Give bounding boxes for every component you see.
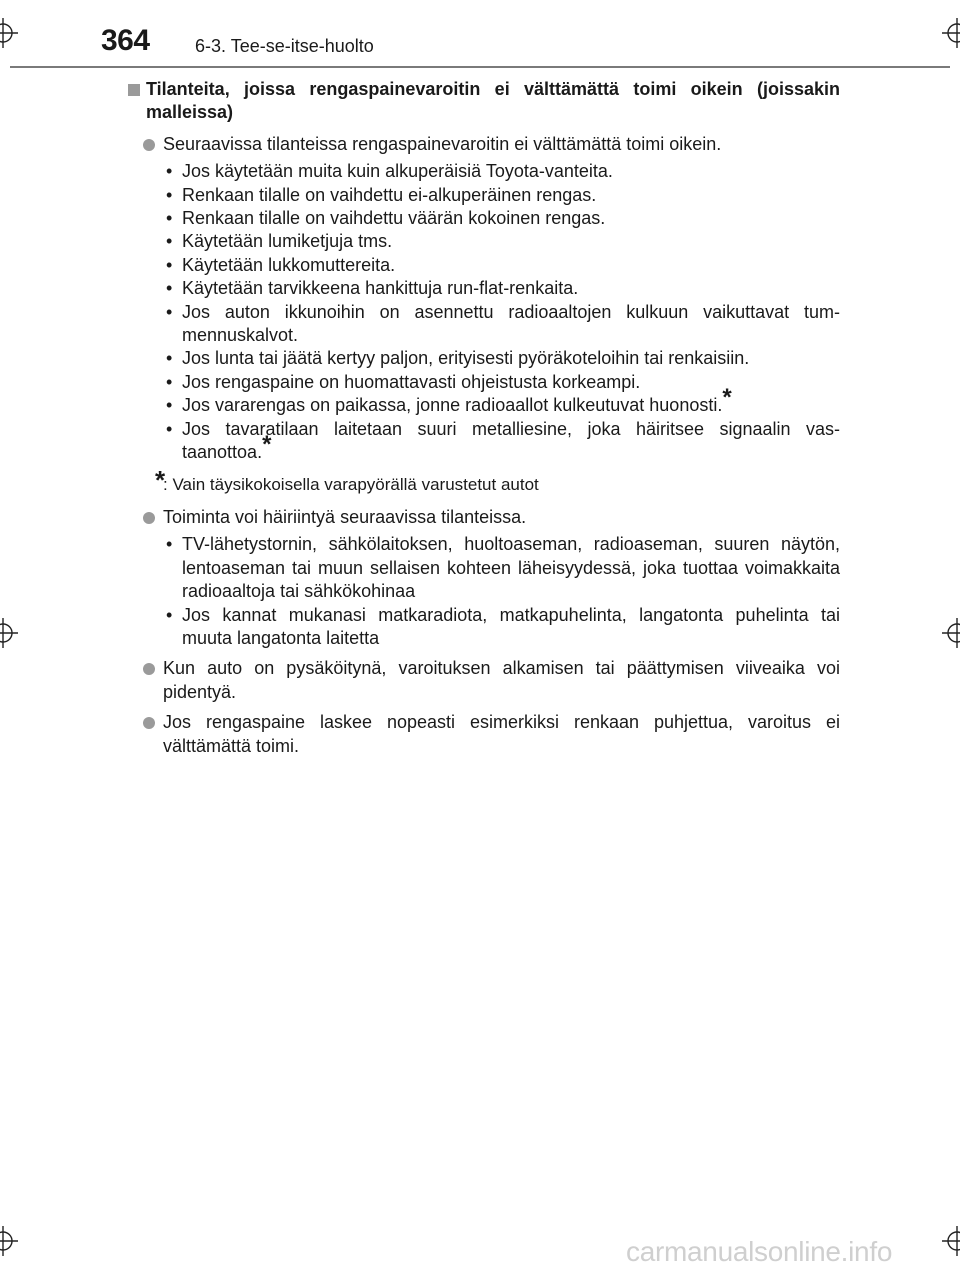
round-bullet-icon <box>143 512 155 524</box>
sub-list-item <box>163 533 840 603</box>
registration-mark-icon <box>942 618 960 648</box>
header-divider <box>10 66 950 68</box>
list-item-text: Jos rengaspaine laskee nopeasti esimerkiksi renkaan puhjettua, varoitus ei välttämättä toimi. <box>163 712 840 756</box>
sub-list-item-text: Käytetään lumiketjuja tms. <box>182 231 393 252</box>
sub-list-item <box>163 160 840 183</box>
footnote <box>155 464 840 496</box>
list-item-text: Kun auto on pysäköitynä, varoituksen alkamisen tai päättymisen viiveaika voi pidentyä. <box>163 658 840 702</box>
registration-mark-icon <box>0 18 18 48</box>
sub-list-item-text: Käytetään tarvikkeena hankittuja run-flat-renkaita. <box>182 278 579 299</box>
footnote-marker: * <box>155 464 166 495</box>
registration-mark-icon <box>942 18 960 48</box>
list-item <box>126 711 840 758</box>
round-bullet-icon <box>143 663 155 675</box>
page-content <box>126 78 840 765</box>
footnote-marker: * <box>722 384 732 412</box>
list-item-text: Toiminta voi häiriintyä seuraavissa tilanteissa. <box>163 506 527 527</box>
page-number: 364 <box>101 24 150 57</box>
sub-list-item <box>163 418 840 465</box>
sub-list-item-text: TV-lähetystornin, sähkölaitoksen, huoltoaseman, radioaseman, suuren näytön, lentoaseman tai muun sellaisen kohteen läheisyydessä, joka tuottaa voimakkaita radioaaltoja tai sähkökohinaa <box>182 534 840 602</box>
sub-list-item-text: Renkaan tilalle on vaihdettu väärän kokoinen rengas. <box>182 208 606 229</box>
sub-list-item <box>163 604 840 651</box>
registration-mark-icon <box>0 618 18 648</box>
sub-list-item <box>163 384 840 417</box>
sub-list-item-text: Jos tavaratilaan laitetaan suuri metalliesine, joka häiritsee signaalin vas-taanottoa. <box>182 418 840 463</box>
sub-list-item-text: Jos käytetään muita kuin alkuperäisiä Toyota-vanteita. <box>182 161 613 182</box>
sub-list <box>163 160 840 464</box>
sub-list-item-text: Jos auton ikkunoihin on asennettu radioaaltojen kulkuun vaikuttavat tum-mennuskalvot. <box>182 301 840 346</box>
list-item-text: Seuraavissa tilanteissa rengaspainevaroitin ei välttämättä toimi oikein. <box>163 133 722 154</box>
sub-list-item <box>163 230 840 253</box>
section-heading <box>126 78 840 125</box>
list-item <box>126 657 840 704</box>
round-bullet-icon <box>143 139 155 151</box>
sub-list <box>163 533 840 650</box>
footnote-text: : Vain täysikokoisella varapyörällä varustetut autot <box>163 474 539 494</box>
sub-list-item <box>163 184 840 207</box>
sub-list-item-text: Renkaan tilalle on vaihdettu ei-alkuperäinen rengas. <box>182 184 597 205</box>
round-bullet-icon <box>143 717 155 729</box>
sub-list-item-text: Jos kannat mukanasi matkaradiota, matkapuhelinta, langatonta puhelinta tai muuta langatonta laitetta <box>182 604 840 648</box>
sub-list-item <box>163 347 840 370</box>
sub-list-item <box>163 254 840 277</box>
sub-list-item-text: Jos rengaspaine on huomattavasti ohjeistusta korkeampi. <box>182 371 641 392</box>
footnote-marker: * <box>262 431 272 459</box>
list-item <box>126 506 840 650</box>
sub-list-item-text: Käytetään lukkomuttereita. <box>182 254 396 275</box>
sub-list-item <box>163 207 840 230</box>
section-title: 6-3. Tee-se-itse-huolto <box>195 36 374 56</box>
sub-list-item <box>163 277 840 300</box>
section-heading-text: Tilanteita, joissa rengaspainevaroitin ei välttämättä toimi oikein (joissakin malleissa) <box>146 79 840 123</box>
registration-mark-icon <box>942 1226 960 1256</box>
sub-list-item-text: Jos lunta tai jäätä kertyy paljon, erityisesti pyöräkoteloihin tai renkaisiin. <box>182 348 750 369</box>
sub-list-item <box>163 371 840 394</box>
registration-mark-icon <box>0 1226 18 1256</box>
sub-list-item-text: Jos vararengas on paikassa, jonne radioaallot kulkeutuvat huonosti. <box>182 395 723 416</box>
square-bullet-icon <box>128 84 140 96</box>
watermark: carmanualsonline.info <box>626 1236 893 1267</box>
sub-list-item <box>163 301 840 348</box>
list-item <box>126 133 840 496</box>
